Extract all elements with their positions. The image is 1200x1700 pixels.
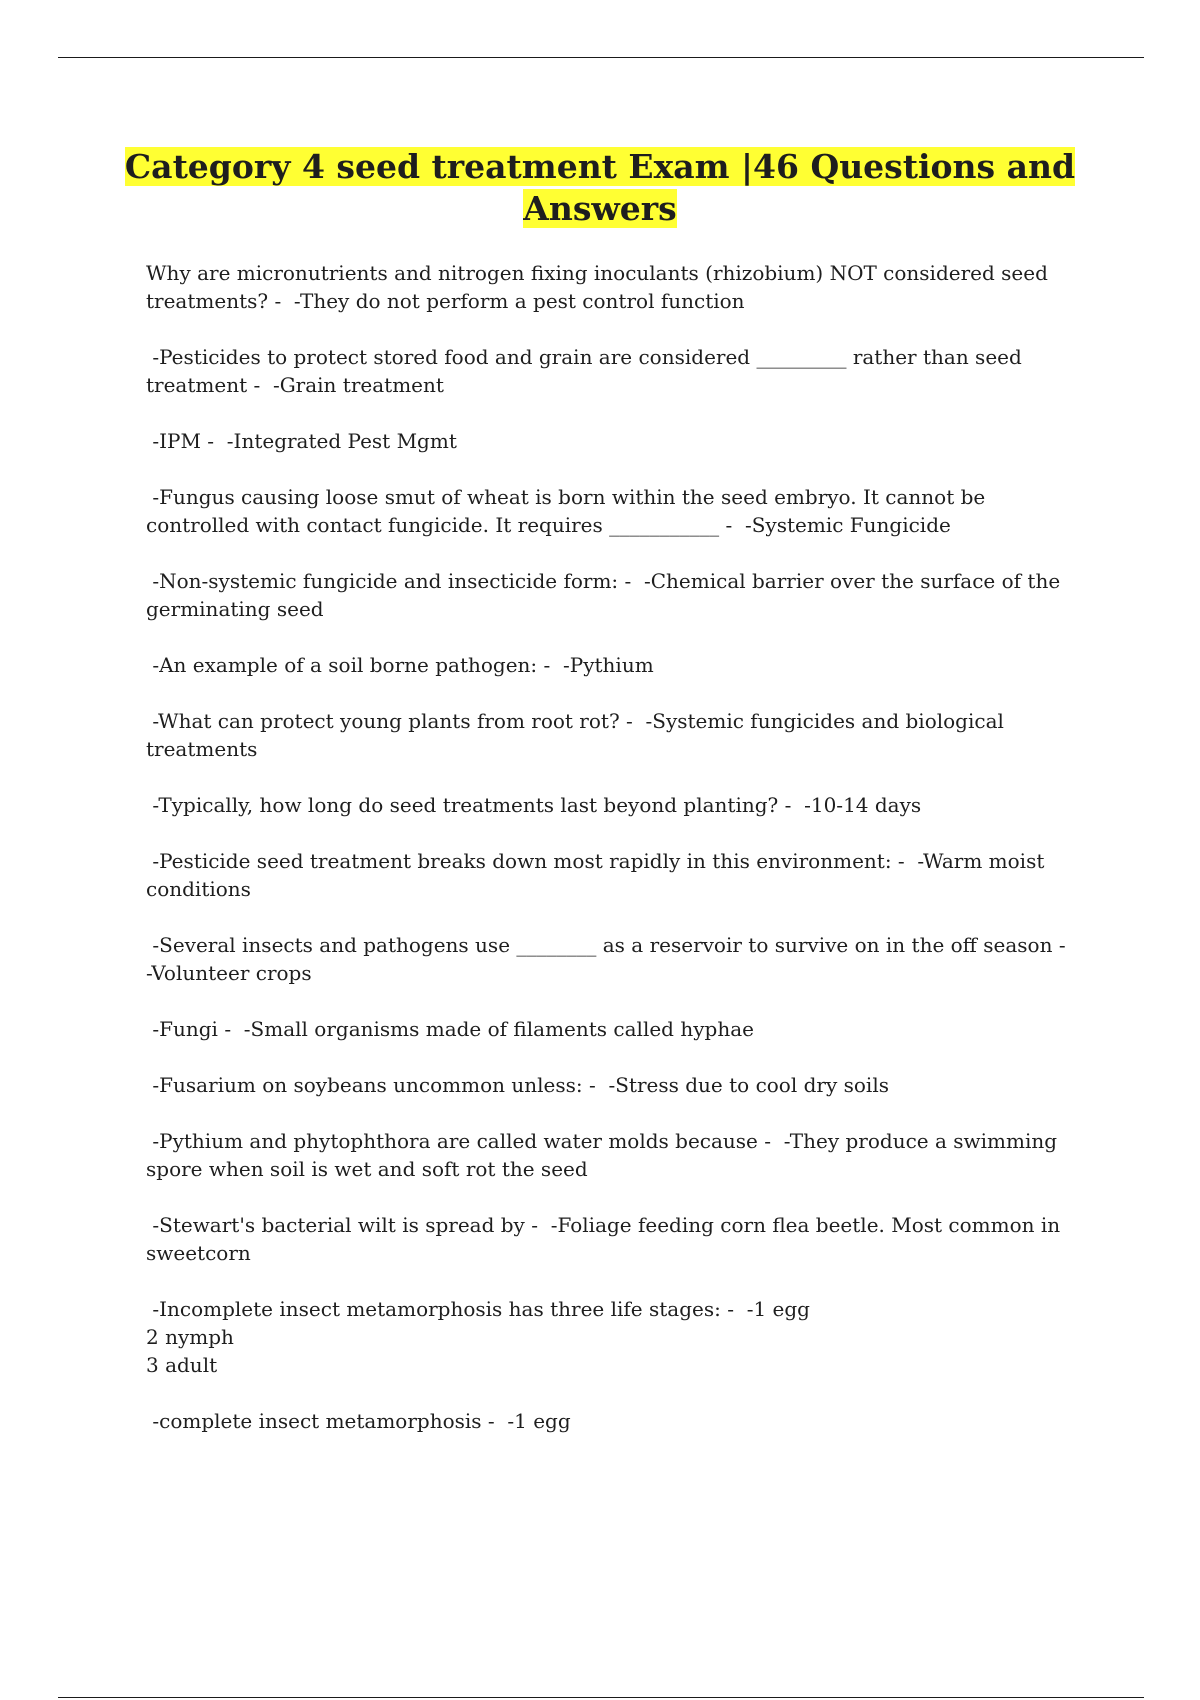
footer-rule — [58, 1697, 1144, 1698]
qa-item: -Pesticide seed treatment breaks down most rapidly in this environment: - -Warm moist conditions — [146, 849, 1051, 901]
qa-item: -An example of a soil borne pathogen: - -Pythium — [146, 653, 654, 677]
qa-item: -Several insects and pathogens use ________ as a reservoir to survive on in the off season - -Volunteer crops — [146, 933, 1072, 985]
qa-item: -Stewart's bacterial wilt is spread by - -Foliage feeding corn flea beetle. Most common in sweetcorn — [146, 1213, 1067, 1265]
header-rule — [58, 57, 1144, 58]
qa-item: -IPM - -Integrated Pest Mgmt — [146, 429, 457, 453]
qa-item: -complete insect metamorphosis - -1 egg — [146, 1409, 571, 1433]
title-line-2: Answers — [523, 189, 677, 228]
qa-item: -Fungi - -Small organisms made of filaments called hyphae — [146, 1017, 754, 1041]
question-answer-list — [146, 259, 1076, 1463]
qa-item: -Fusarium on soybeans uncommon unless: - -Stress due to cool dry soils — [146, 1073, 889, 1097]
qa-item: Why are micronutrients and nitrogen fixing inoculants (rhizobium) NOT considered seed treatments? - -They do not perform a pest control function — [146, 261, 1055, 313]
title-line-1: Category 4 seed treatment Exam |46 Questions and — [124, 147, 1076, 186]
qa-item: -Non-systemic fungicide and insecticide form: - -Chemical barrier over the surface of the germinating seed — [146, 569, 1067, 621]
qa-item: -Fungus causing loose smut of wheat is born within the seed embryo. It cannot be controlled with contact fungicide. It requires ___________ - -Systemic Fungicide — [146, 485, 992, 537]
qa-item: -Incomplete insect metamorphosis has three life stages: - -1 egg 2 nymph 3 adult — [146, 1297, 810, 1377]
qa-item: -Pesticides to protect stored food and grain are considered _________ rather than seed treatment - -Grain treatment — [146, 345, 1029, 397]
document-title — [80, 146, 1120, 230]
qa-item: -Typically, how long do seed treatments last beyond planting? - -10-14 days — [146, 793, 922, 817]
qa-item: -Pythium and phytophthora are called water molds because - -They produce a swimming spore when soil is wet and soft rot the seed — [146, 1129, 1064, 1181]
qa-item: -What can protect young plants from root rot? - -Systemic fungicides and biological treatments — [146, 709, 1011, 761]
